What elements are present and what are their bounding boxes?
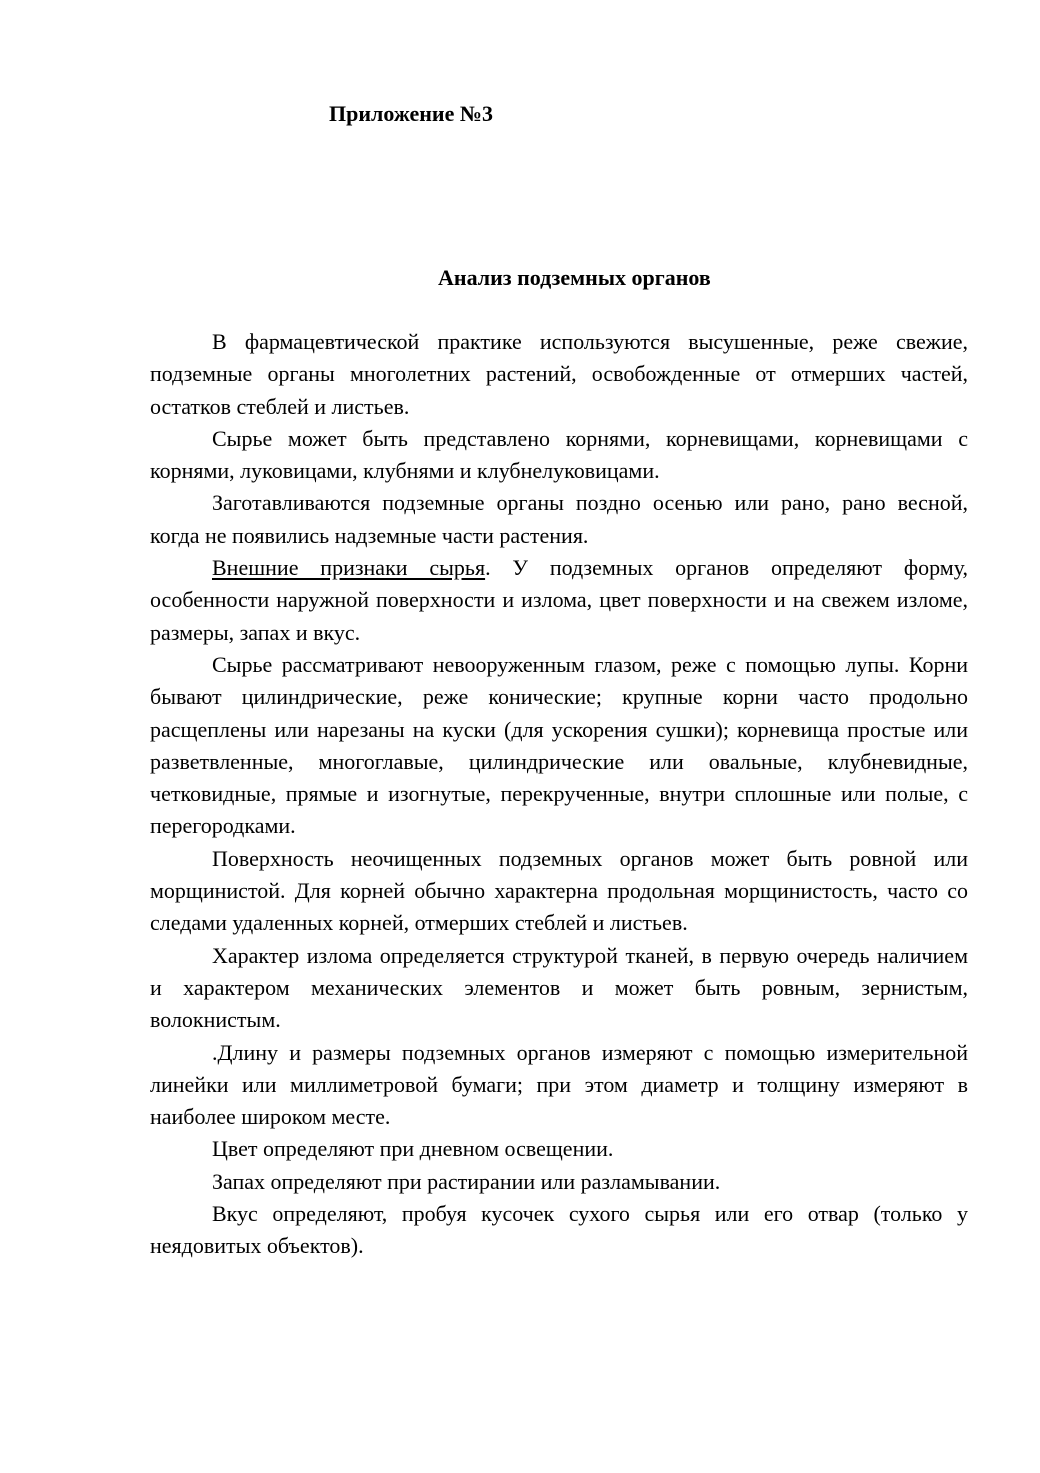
appendix-title: Приложение №3 — [329, 101, 493, 126]
document-body — [150, 326, 968, 1263]
paragraph-harvesting: Заготавливаются подземные органы поздно осенью или рано, рано весной, когда не появились надземные части растения. — [150, 490, 968, 548]
paragraph-raw-material-types: Сырье может быть представлено корнями, корневищами, корневищами с корнями, луковицами, клубнями и клубнелуковицами. — [150, 425, 968, 484]
paragraph-examination: Сырье рассматривают невооруженным глазом, реже с помощью лупы. Корни бывают цилиндрические, реже конические; крупные корни часто продольно расщеплены или нарезаны на куски (для ускорения сушки); корневища простые или разветвленные, многоглавые, цилиндрические или овальные, клубневидные, четковидные, прямые и изогнутые, перекрученные, внутри сплошные или полые, с перегородками. — [150, 651, 968, 839]
paragraph-fracture: Характер излома определяется структурой тканей, в первую очередь наличием и характером механических элементов и может быть ровным, зернистым, волокнистым. — [150, 942, 968, 1033]
paragraph-color: Цвет определяют при дневном освещении. — [212, 1136, 614, 1162]
paragraph-surface: Поверхность неочищенных подземных органов может быть ровной или морщинистой. Для корней обычно характерна продольная морщинистость, часто со следами удаленных корней, отмерших стеблей и листьев. — [150, 845, 968, 936]
external-features-text: . У подземных органов определяют форму, особенности наружной поверхности и излома, цвет поверхности и на свежем изломе, размеры, запах и вкус. — [150, 555, 969, 645]
paragraph-measurement: .Длину и размеры подземных органов измеряют с помощью измерительной линейки или миллиметровой бумаги; при этом диаметр и толщину измеряют в наиболее широком месте. — [150, 1039, 968, 1130]
external-features-heading: Внешние признаки сырья — [212, 555, 486, 581]
section-title: Анализ подземных органов — [438, 265, 711, 290]
paragraph-intro: В фармацевтической практике используются высушенные, реже свежие, подземные органы многолетних растений, освобожденные от отмерших частей, остатков стеблей и листьев. — [150, 329, 968, 419]
paragraph-taste: Вкус определяют, пробуя кусочек сухого сырья или его отвар (только у неядовитых объектов). — [150, 1201, 968, 1259]
paragraph-external-features — [150, 552, 968, 649]
paragraph-smell: Запах определяют при растирании или разламывании. — [212, 1168, 721, 1194]
